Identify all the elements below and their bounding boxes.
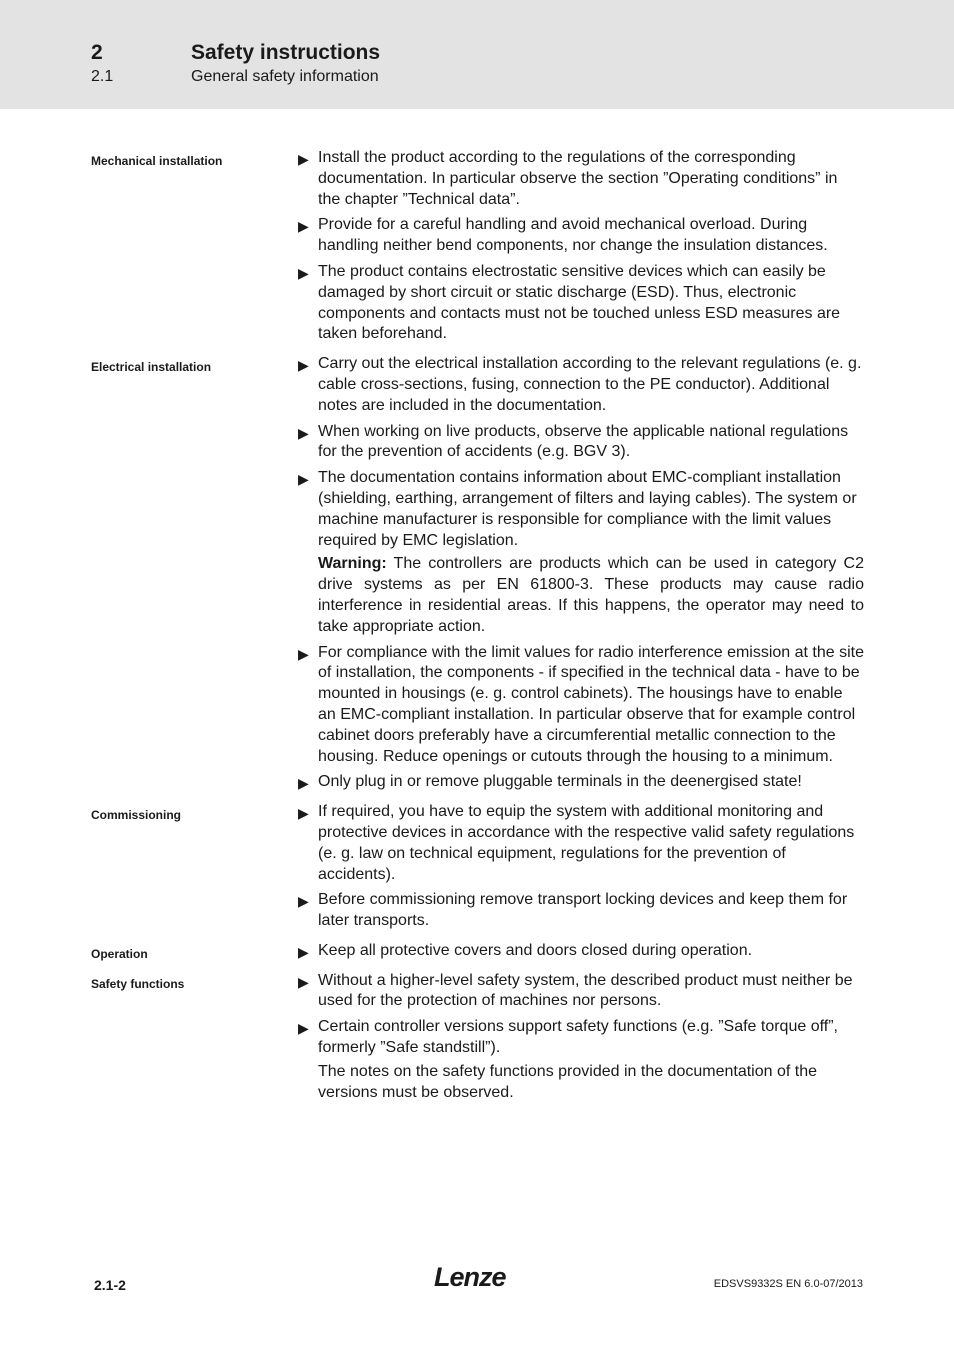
triangle-bullet-icon: ▶	[298, 645, 309, 662]
section-label: Operation	[91, 946, 148, 961]
document-id: EDSVS9332S EN 6.0-07/2013	[713, 1278, 863, 1290]
item-text: Carry out the electrical installation according to the relevant regulations (e. g. cable cross-sections, fusing, connection to the PE conductor). Additional notes are included in the documentation.	[318, 355, 862, 414]
list-item	[298, 215, 864, 257]
item-text: For compliance with the limit values for radio interference emission at the site of installation, the components - if specified in the technical data - have to be mounted in housings (e. g. control cabinets). The housings have to enable an EMC-compliant installation. In particular observe that for example control cabinet doors preferably have a circumferential metallic connection to the housing. Reduce openings or cutouts through the housing to a minimum.	[318, 643, 865, 765]
page-header	[0, 0, 954, 109]
section-mechanical-installation	[0, 148, 954, 345]
bullet-list	[298, 354, 864, 793]
item-text: Before commissioning remove transport locking devices and keep them for later transports.	[318, 891, 848, 930]
warning-note	[318, 554, 864, 637]
item-text: Install the product according to the regulations of the corresponding documentation. In particular observe the section ”Operating conditions” in the chapter ”Technical data”.	[318, 149, 838, 208]
triangle-bullet-icon: ▶	[298, 151, 309, 167]
triangle-bullet-icon: ▶	[298, 357, 309, 374]
triangle-bullet-icon: ▶	[298, 218, 309, 235]
list-item	[298, 148, 864, 210]
section-label: Electrical installation	[91, 360, 212, 375]
triangle-bullet-icon: ▶	[298, 893, 309, 910]
section-number: 2.1	[91, 68, 114, 85]
list-item	[298, 772, 864, 793]
bullet-list	[298, 802, 864, 932]
section-label: Mechanical installation	[91, 154, 223, 168]
triangle-bullet-icon: ▶	[298, 471, 309, 488]
page-number: 2.1-2	[94, 1277, 126, 1293]
list-item	[298, 1017, 864, 1103]
list-item	[298, 890, 864, 932]
list-item	[298, 941, 864, 962]
item-text: If required, you have to equip the system with additional monitoring and protective devices in accordance with the respective valid safety regulations (e. g. law on technical equipment, regulations for the prevention of accidents).	[318, 803, 855, 883]
warning-text: The controllers are products which can be used in category C2 drive systems as per EN 61800-3. These products may cause radio interference in residential areas. If this happens, the operator may need to take appropriate action.	[318, 555, 864, 635]
triangle-bullet-icon: ▶	[298, 943, 309, 960]
section-title: General safety information	[191, 68, 379, 85]
item-text: The product contains electrostatic sensitive devices which can easily be damaged by short circuit or static discharge (ESD). Thus, electronic components and contacts must not be touched unless ESD measures are taken beforehand.	[318, 262, 841, 343]
item-text: When working on live products, observe the applicable national regulations for the prevention of accidents (e.g. BGV 3).	[318, 422, 849, 461]
bullet-list	[298, 941, 864, 962]
triangle-bullet-icon: ▶	[298, 973, 309, 990]
item-text: The documentation contains information about EMC-compliant installation (shielding, earthing, arrangement of filters and laying cables). The system or machine manufacturer is responsible for compliance with the limit values required by EMC legislation.	[318, 469, 857, 549]
triangle-bullet-icon: ▶	[298, 1020, 309, 1037]
item-note: The notes on the safety functions provided in the documentation of the versions must be observed.	[318, 1062, 817, 1101]
item-text: Provide for a careful handling and avoid mechanical overload. During handling neither bend components, nor change the insulation distances.	[318, 216, 828, 255]
list-item	[298, 643, 864, 768]
section-electrical-installation	[0, 354, 954, 793]
chapter-title: Safety instructions	[191, 41, 381, 64]
list-item	[298, 354, 864, 416]
section-operation	[0, 941, 954, 962]
list-item	[298, 802, 864, 885]
list-item	[298, 262, 864, 345]
item-text: Keep all protective covers and doors closed during operation.	[318, 941, 753, 959]
bullet-list	[298, 148, 864, 345]
chapter-number: 2	[91, 41, 103, 64]
list-item	[298, 468, 864, 637]
page-content	[0, 148, 954, 1112]
list-item	[298, 422, 864, 464]
triangle-bullet-icon: ▶	[298, 264, 309, 281]
section-commissioning	[0, 802, 954, 932]
section-label: Commissioning	[91, 808, 182, 823]
triangle-bullet-icon: ▶	[298, 775, 309, 792]
item-text: Only plug in or remove pluggable terminals in the deenergised state!	[318, 773, 802, 791]
triangle-bullet-icon: ▶	[298, 805, 309, 822]
section-safety-functions	[0, 971, 954, 1104]
triangle-bullet-icon: ▶	[298, 424, 309, 441]
bullet-list	[298, 971, 864, 1104]
item-text: Without a higher-level safety system, the described product must neither be used for the protection of machines nor persons.	[318, 971, 853, 1010]
item-text: Certain controller versions support safety functions (e.g. ”Safe torque off”, formerly ”Safe standstill”).	[318, 1018, 838, 1057]
warning-label: Warning:	[318, 555, 387, 573]
section-label: Safety functions	[91, 976, 185, 991]
lenze-logo: Lenze	[434, 1262, 506, 1292]
list-item	[298, 971, 864, 1013]
